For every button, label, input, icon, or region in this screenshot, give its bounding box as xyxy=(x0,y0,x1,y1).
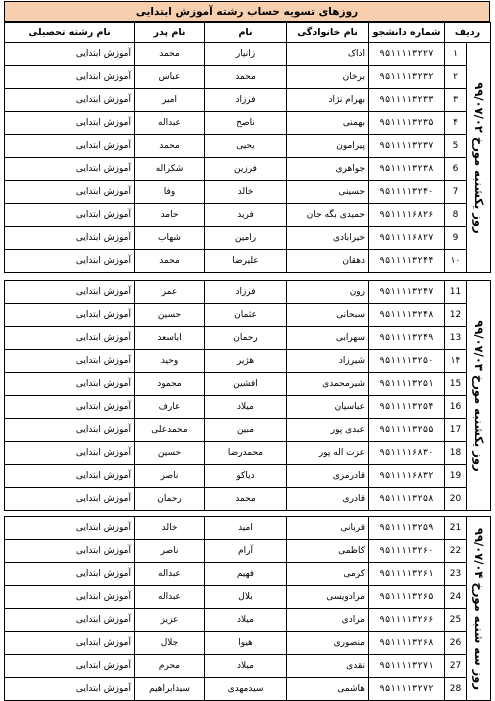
field-name: آموزش ابتدایی xyxy=(5,250,135,273)
table-row xyxy=(5,181,491,204)
father-name: عبداله xyxy=(135,563,205,586)
first-name: علیرضا xyxy=(205,250,287,273)
last-name: منصوری xyxy=(287,632,369,655)
student-id: ۹۵۱۱۱۱۳۲۶۵ xyxy=(369,586,445,609)
last-name: حمیدی بگه جان xyxy=(287,204,369,227)
student-id: ۹۵۱۱۱۱۳۲۶۸ xyxy=(369,632,445,655)
row-number: 15 xyxy=(445,373,467,396)
row-number: 13 xyxy=(445,327,467,350)
field-name: آموزش ابتدایی xyxy=(5,419,135,442)
last-name: اداک xyxy=(287,43,369,66)
table-row xyxy=(5,488,491,511)
father-name: عباس xyxy=(135,66,205,89)
row-number: 11 xyxy=(445,281,467,304)
day-cell xyxy=(467,43,491,273)
last-name: جواهری xyxy=(287,158,369,181)
table-row xyxy=(5,204,491,227)
field-name: آموزش ابتدایی xyxy=(5,373,135,396)
field-name: آموزش ابتدایی xyxy=(5,442,135,465)
father-name: خالد xyxy=(135,517,205,540)
last-name: سبحانی xyxy=(287,304,369,327)
last-name: شیرزاد xyxy=(287,350,369,373)
student-id: ۹۵۱۱۱۱۳۲۳۳ xyxy=(369,89,445,112)
first-name: فرزاد xyxy=(205,89,287,112)
field-name: آموزش ابتدایی xyxy=(5,632,135,655)
first-name: زانیار xyxy=(205,43,287,66)
table-row xyxy=(5,112,491,135)
student-id: ۹۵۱۱۱۱۶۸۳۲ xyxy=(369,465,445,488)
student-id: ۹۵۱۱۱۱۳۲۷۱ xyxy=(369,655,445,678)
day-cell xyxy=(467,281,491,511)
schedule-table-1 xyxy=(4,22,491,273)
student-id: ۹۵۱۱۱۱۳۲۳۸ xyxy=(369,158,445,181)
father-name: محمد xyxy=(135,43,205,66)
student-id: ۹۵۱۱۱۱۳۲۳۵ xyxy=(369,112,445,135)
table-row xyxy=(5,327,491,350)
field-name: آموزش ابتدایی xyxy=(5,540,135,563)
last-name: برخان xyxy=(287,66,369,89)
first-name: خالد xyxy=(205,181,287,204)
father-name: شهاب xyxy=(135,227,205,250)
header-last-name: نام خانوادگی xyxy=(287,23,369,43)
last-name: مرادی xyxy=(287,609,369,632)
father-name: محمد xyxy=(135,135,205,158)
father-name: عبداله xyxy=(135,112,205,135)
first-name: افشین xyxy=(205,373,287,396)
row-number: 7 xyxy=(445,181,467,204)
student-id: ۹۵۱۱۱۱۳۲۵۵ xyxy=(369,419,445,442)
father-name: شکراله xyxy=(135,158,205,181)
row-number: ۱۴ xyxy=(445,350,467,373)
student-id: ۹۵۱۱۱۱۳۲۶۱ xyxy=(369,563,445,586)
field-name: آموزش ابتدایی xyxy=(5,586,135,609)
field-name: آموزش ابتدایی xyxy=(5,517,135,540)
student-id: ۹۵۱۱۱۱۳۲۴۴ xyxy=(369,250,445,273)
last-name: حسینی xyxy=(287,181,369,204)
field-name: آموزش ابتدایی xyxy=(5,227,135,250)
student-id: ۹۵۱۱۱۱۳۲۷۲ xyxy=(369,678,445,701)
row-number: 12 xyxy=(445,304,467,327)
first-name: دیاکو xyxy=(205,465,287,488)
last-name: دهقان xyxy=(287,250,369,273)
father-name: رحمان xyxy=(135,488,205,511)
table-row xyxy=(5,43,491,66)
table-row xyxy=(5,655,491,678)
field-name: آموزش ابتدایی xyxy=(5,43,135,66)
header-row-label: ردیف xyxy=(445,23,491,43)
father-name: اباسعد xyxy=(135,327,205,350)
last-name: سهرابی xyxy=(287,327,369,350)
father-name: عبداله xyxy=(135,586,205,609)
last-name: کاظمی xyxy=(287,540,369,563)
last-name: شیرمحمدی xyxy=(287,373,369,396)
first-name: یحیی xyxy=(205,135,287,158)
table-row xyxy=(5,678,491,701)
student-id: ۹۵۱۱۱۱۳۲۵۴ xyxy=(369,396,445,419)
last-name: هاشمی xyxy=(287,678,369,701)
student-id: ۹۵۱۱۱۱۳۲۶۶ xyxy=(369,609,445,632)
header-field: نام رشته تحصیلی xyxy=(5,23,135,43)
field-name: آموزش ابتدایی xyxy=(5,89,135,112)
row-number: 22 xyxy=(445,540,467,563)
last-name: پیرامون xyxy=(287,135,369,158)
father-name: محمد xyxy=(135,250,205,273)
table-row xyxy=(5,304,491,327)
first-name: رامین xyxy=(205,227,287,250)
student-id: ۹۵۱۱۱۱۶۸۳۰ xyxy=(369,442,445,465)
row-number: ۳ xyxy=(445,89,467,112)
table-row xyxy=(5,250,491,273)
first-name: محمدرضا xyxy=(205,442,287,465)
first-name: مبین xyxy=(205,419,287,442)
day-label: روز یکشنبه مورخ ۹۹/۰۷/۰۳ xyxy=(471,319,486,472)
field-name: آموزش ابتدایی xyxy=(5,655,135,678)
first-name: سیدمهدی xyxy=(205,678,287,701)
last-name: کرمی xyxy=(287,563,369,586)
header-first-name: نام xyxy=(205,23,287,43)
first-name: میلاد xyxy=(205,396,287,419)
table-row xyxy=(5,158,491,181)
last-name: رون xyxy=(287,281,369,304)
father-name: حامد xyxy=(135,204,205,227)
field-name: آموزش ابتدایی xyxy=(5,465,135,488)
table-row xyxy=(5,135,491,158)
row-number: 9 xyxy=(445,227,467,250)
field-name: آموزش ابتدایی xyxy=(5,304,135,327)
father-name: محمدعلی xyxy=(135,419,205,442)
student-id: ۹۵۱۱۱۱۳۲۵۱ xyxy=(369,373,445,396)
table-row xyxy=(5,419,491,442)
schedule-table-3 xyxy=(4,516,491,701)
field-name: آموزش ابتدایی xyxy=(5,135,135,158)
row-number: 6 xyxy=(445,158,467,181)
day-label: روز سه شنبه مورخ ۹۹/۰۷/۰۴ xyxy=(471,527,486,690)
field-name: آموزش ابتدایی xyxy=(5,112,135,135)
field-name: آموزش ابتدایی xyxy=(5,181,135,204)
student-id: ۹۵۱۱۱۱۳۲۳۷ xyxy=(369,135,445,158)
field-name: آموزش ابتدایی xyxy=(5,204,135,227)
row-number: 16 xyxy=(445,396,467,419)
table-row xyxy=(5,563,491,586)
table-row xyxy=(5,373,491,396)
header-student-id: شماره دانشجو xyxy=(369,23,445,43)
row-number: ۲ xyxy=(445,66,467,89)
field-name: آموزش ابتدایی xyxy=(5,396,135,419)
row-number: 20 xyxy=(445,488,467,511)
father-name: جلال xyxy=(135,632,205,655)
father-name: عارف xyxy=(135,396,205,419)
last-name: بهمنی xyxy=(287,112,369,135)
father-name: عمر xyxy=(135,281,205,304)
student-id: ۹۵۱۱۱۱۳۲۲۷ xyxy=(369,43,445,66)
student-id: ۹۵۱۱۱۱۳۲۴۰ xyxy=(369,181,445,204)
row-number: ۱۰ xyxy=(445,250,467,273)
student-id: ۹۵۱۱۱۱۳۲۵۸ xyxy=(369,488,445,511)
field-name: آموزش ابتدایی xyxy=(5,563,135,586)
table-row xyxy=(5,609,491,632)
table-row xyxy=(5,465,491,488)
table-row xyxy=(5,89,491,112)
header-row xyxy=(5,23,491,43)
first-name: میلاد xyxy=(205,655,287,678)
row-number: 17 xyxy=(445,419,467,442)
row-number: ۴ xyxy=(445,112,467,135)
first-name: محمد xyxy=(205,488,287,511)
first-name: فرزین xyxy=(205,158,287,181)
father-name: محرم xyxy=(135,655,205,678)
row-number: 5 xyxy=(445,135,467,158)
student-id: ۹۵۱۱۱۱۳۲۶۰ xyxy=(369,540,445,563)
first-name: فرزاد xyxy=(205,281,287,304)
first-name: فهیم xyxy=(205,563,287,586)
header-father-name: نام پدر xyxy=(135,23,205,43)
row-number: 19 xyxy=(445,465,467,488)
father-name: وفا xyxy=(135,181,205,204)
table-row xyxy=(5,442,491,465)
table-row xyxy=(5,632,491,655)
row-number: 24 xyxy=(445,586,467,609)
last-name: عزت اله پور xyxy=(287,442,369,465)
row-number: 23 xyxy=(445,563,467,586)
field-name: آموزش ابتدایی xyxy=(5,66,135,89)
field-name: آموزش ابتدایی xyxy=(5,350,135,373)
student-id: ۹۵۱۱۱۱۶۸۲۶ xyxy=(369,204,445,227)
student-id: ۹۵۱۱۱۱۶۸۲۷ xyxy=(369,227,445,250)
last-name: عباسیان xyxy=(287,396,369,419)
table-row xyxy=(5,66,491,89)
schedule-table-2 xyxy=(4,280,491,511)
first-name: هیوا xyxy=(205,632,287,655)
student-id: ۹۵۱۱۱۱۳۲۴۷ xyxy=(369,281,445,304)
student-id: ۹۵۱۱۱۱۳۲۴۸ xyxy=(369,304,445,327)
first-name: ناصح xyxy=(205,112,287,135)
day-cell xyxy=(467,517,491,701)
field-name: آموزش ابتدایی xyxy=(5,327,135,350)
student-id: ۹۵۱۱۱۱۳۲۳۲ xyxy=(369,66,445,89)
first-name: رحمان xyxy=(205,327,287,350)
first-name: محمد xyxy=(205,66,287,89)
father-name: ناصر xyxy=(135,465,205,488)
row-number: 28 xyxy=(445,678,467,701)
father-name: سیدابراهیم xyxy=(135,678,205,701)
row-number: 25 xyxy=(445,609,467,632)
father-name: محمود xyxy=(135,373,205,396)
row-number: 8 xyxy=(445,204,467,227)
student-id: ۹۵۱۱۱۱۳۲۴۹ xyxy=(369,327,445,350)
table-row xyxy=(5,227,491,250)
table-row xyxy=(5,517,491,540)
last-name: مرادویسی xyxy=(287,586,369,609)
field-name: آموزش ابتدایی xyxy=(5,158,135,181)
first-name: فرید xyxy=(205,204,287,227)
last-name: قادرمزی xyxy=(287,465,369,488)
field-name: آموزش ابتدایی xyxy=(5,609,135,632)
father-name: امیر xyxy=(135,89,205,112)
last-name: عبدی پور xyxy=(287,419,369,442)
father-name: عزیز xyxy=(135,609,205,632)
field-name: آموزش ابتدایی xyxy=(5,281,135,304)
row-number: ۱ xyxy=(445,43,467,66)
last-name: قربانی xyxy=(287,517,369,540)
table-row xyxy=(5,540,491,563)
table-row xyxy=(5,396,491,419)
last-name: بهرام نژاد xyxy=(287,89,369,112)
first-name: بلال xyxy=(205,586,287,609)
table-row xyxy=(5,350,491,373)
father-name: حسین xyxy=(135,442,205,465)
row-number: 27 xyxy=(445,655,467,678)
row-number: 21 xyxy=(445,517,467,540)
table-row xyxy=(5,586,491,609)
page-title-text: روزهای تسویه حساب رشته آموزش ابتدایی xyxy=(135,5,359,18)
father-name: ناصر xyxy=(135,540,205,563)
day-label: روز یکشنبه مورخ ۹۹/۰۷/۰۲ xyxy=(471,81,486,234)
father-name: وحید xyxy=(135,350,205,373)
first-name: عثمان xyxy=(205,304,287,327)
first-name: هژیر xyxy=(205,350,287,373)
last-name: نقدی xyxy=(287,655,369,678)
table-row xyxy=(5,281,491,304)
field-name: آموزش ابتدایی xyxy=(5,678,135,701)
row-number: 26 xyxy=(445,632,467,655)
first-name: امید xyxy=(205,517,287,540)
student-id: ۹۵۱۱۱۱۳۲۵۰ xyxy=(369,350,445,373)
field-name: آموزش ابتدایی xyxy=(5,488,135,511)
first-name: میلاد xyxy=(205,609,287,632)
row-number: 18 xyxy=(445,442,467,465)
father-name: حسین xyxy=(135,304,205,327)
page-title xyxy=(4,1,490,22)
student-id: ۹۵۱۱۱۱۳۲۵۹ xyxy=(369,517,445,540)
last-name: قادری xyxy=(287,488,369,511)
last-name: خیرابادی xyxy=(287,227,369,250)
first-name: آرام xyxy=(205,540,287,563)
